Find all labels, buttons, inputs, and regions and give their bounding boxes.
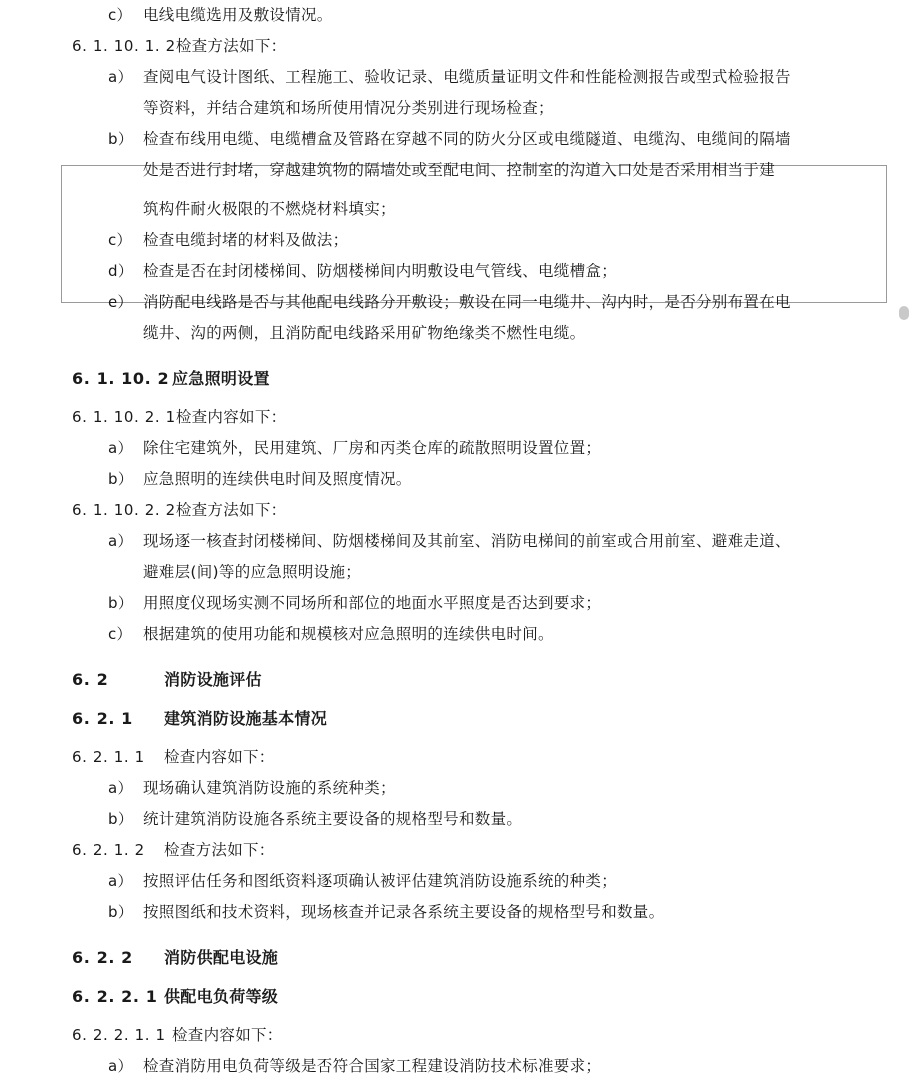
- section-number: 6. 1. 10. 2: [72, 369, 170, 388]
- list-item-text: 应急照明的连续供电时间及照度情况。: [143, 470, 412, 488]
- list-item: [0, 0, 909, 31]
- clause-number: 6. 1. 10. 2. 2: [72, 501, 176, 519]
- wrapped-text-line: [0, 93, 909, 124]
- section-heading: [0, 363, 909, 394]
- list-item: [0, 526, 909, 557]
- wrapped-text-line: [0, 318, 909, 349]
- section-heading: [0, 981, 909, 1012]
- list-item-text: 现场逐一核查封闭楼梯间、防烟楼梯间及其前室、消防电梯间的前室或合用前室、避难走道、: [143, 532, 791, 550]
- clause-label: 检查方法如下：: [175, 501, 287, 519]
- wrapped-text-line: [0, 194, 909, 225]
- list-item-text: 电线电缆选用及敷设情况。: [143, 6, 333, 24]
- section-title: 应急照明设置: [172, 369, 270, 388]
- wrapped-text: 等资料，并结合建筑和场所使用情况分类别进行现场检查；: [143, 99, 554, 117]
- wrapped-text: 避难层(间)等的应急照明设施；: [143, 563, 362, 581]
- list-item: [0, 897, 909, 928]
- list-item: [0, 62, 909, 93]
- clause-number: 6. 1. 10. 2. 1: [72, 408, 176, 426]
- section-title: 供配电负荷等级: [164, 987, 279, 1006]
- clause-number: 6. 2. 1. 1: [72, 748, 145, 766]
- wrapped-text: 筑构件耐火极限的不燃烧材料填实；: [143, 200, 396, 218]
- section-heading: [0, 703, 909, 734]
- list-item-marker: e）: [108, 293, 133, 311]
- list-item-text: 检查消防用电负荷等级是否符合国家工程建设消防技术标准要求；: [143, 1057, 602, 1075]
- list-item: [0, 866, 909, 897]
- section-heading: [0, 664, 909, 695]
- list-item-text: 检查是否在封闭楼梯间、防烟楼梯间内明敷设电气管线、电缆槽盒；: [143, 262, 618, 280]
- wrapped-text: 缆井、沟的两侧，且消防配电线路采用矿物绝缘类不燃性电缆。: [143, 324, 586, 342]
- list-item-text: 按照评估任务和图纸资料逐项确认被评估建筑消防设施系统的种类；: [143, 872, 618, 890]
- section-title: 消防设施评估: [164, 670, 262, 689]
- vertical-scroll-thumb[interactable]: [899, 306, 909, 320]
- clause-label: 检查内容如下：: [172, 1026, 283, 1044]
- list-item-marker: a）: [108, 68, 133, 86]
- list-item-text: 统计建筑消防设施各系统主要设备的规格型号和数量。: [143, 810, 523, 828]
- list-item-marker: a）: [108, 532, 133, 550]
- list-item-marker: c）: [108, 231, 132, 249]
- clause-line: [0, 31, 909, 62]
- list-item-text: 根据建筑的使用功能和规模核对应急照明的连续供电时间。: [143, 625, 554, 643]
- list-item-text: 消防配电线路是否与其他配电线路分开敷设；敷设在同一电缆井、沟内时，是否分别布置在电: [143, 293, 791, 311]
- list-item: [0, 256, 909, 287]
- section-number: 6. 2. 2: [72, 948, 133, 967]
- list-item-marker: c）: [108, 625, 132, 643]
- section-title: 建筑消防设施基本情况: [164, 709, 328, 728]
- wrapped-text-line: [0, 557, 909, 588]
- list-item: [0, 619, 909, 650]
- clause-line: [0, 1020, 909, 1051]
- list-item-marker: b）: [108, 130, 134, 148]
- clause-number: 6. 1. 10. 1. 2: [72, 37, 176, 55]
- list-item-marker: a）: [108, 1057, 133, 1075]
- list-item-text: 按照图纸和技术资料，现场核查并记录各系统主要设备的规格型号和数量。: [143, 903, 665, 921]
- list-item-marker: b）: [108, 903, 134, 921]
- list-item: [0, 225, 909, 256]
- list-item-marker: d）: [108, 262, 134, 280]
- clause-label: 检查内容如下：: [164, 748, 275, 766]
- list-item-text: 用照度仪现场实测不同场所和部位的地面水平照度是否达到要求；: [143, 594, 602, 612]
- list-item: [0, 287, 909, 318]
- list-item: [0, 464, 909, 495]
- list-item-text: 现场确认建筑消防设施的系统种类；: [143, 779, 396, 797]
- list-item-marker: a）: [108, 872, 133, 890]
- clause-number: 6. 2. 1. 2: [72, 841, 145, 859]
- list-item-marker: c）: [108, 6, 132, 24]
- section-number: 6. 2. 1: [72, 709, 133, 728]
- section-title: 消防供配电设施: [164, 948, 279, 967]
- list-item-text: 检查布线用电缆、电缆槽盒及管路在穿越不同的防火分区或电缆隧道、电缆沟、电缆间的隔墙: [143, 130, 791, 148]
- clause-line: [0, 742, 909, 773]
- wrapped-text: 处是否进行封堵，穿越建筑物的隔墙处或至配电间、控制室的沟道入口处是否采用相当于建: [143, 161, 776, 179]
- list-item-marker: b）: [108, 470, 134, 488]
- wrapped-text-line: [0, 155, 909, 186]
- list-item: [0, 588, 909, 619]
- clause-label: 检查内容如下：: [175, 408, 287, 426]
- list-item-text: 除住宅建筑外，民用建筑、厂房和丙类仓库的疏散照明设置位置；: [143, 439, 602, 457]
- list-item-text: 检查电缆封堵的材料及做法；: [143, 231, 349, 249]
- list-item: [0, 1051, 909, 1075]
- list-item: [0, 433, 909, 464]
- clause-label: 检查方法如下：: [164, 841, 275, 859]
- list-item-marker: a）: [108, 779, 133, 797]
- section-number: 6. 2: [72, 670, 109, 689]
- list-item: [0, 124, 909, 155]
- clause-label: 检查方法如下：: [175, 37, 287, 55]
- section-heading: [0, 942, 909, 973]
- list-item-text: 查阅电气设计图纸、工程施工、验收记录、电缆质量证明文件和性能检测报告或型式检验报告: [143, 68, 791, 86]
- section-number: 6. 2. 2. 1: [72, 987, 158, 1006]
- list-item-marker: a）: [108, 439, 133, 457]
- clause-line: [0, 495, 909, 526]
- clause-line: [0, 402, 909, 433]
- list-item-marker: b）: [108, 810, 134, 828]
- list-item: [0, 773, 909, 804]
- list-item-marker: b）: [108, 594, 134, 612]
- clause-number: 6. 2. 2. 1. 1: [72, 1026, 166, 1044]
- clause-line: [0, 835, 909, 866]
- list-item: [0, 804, 909, 835]
